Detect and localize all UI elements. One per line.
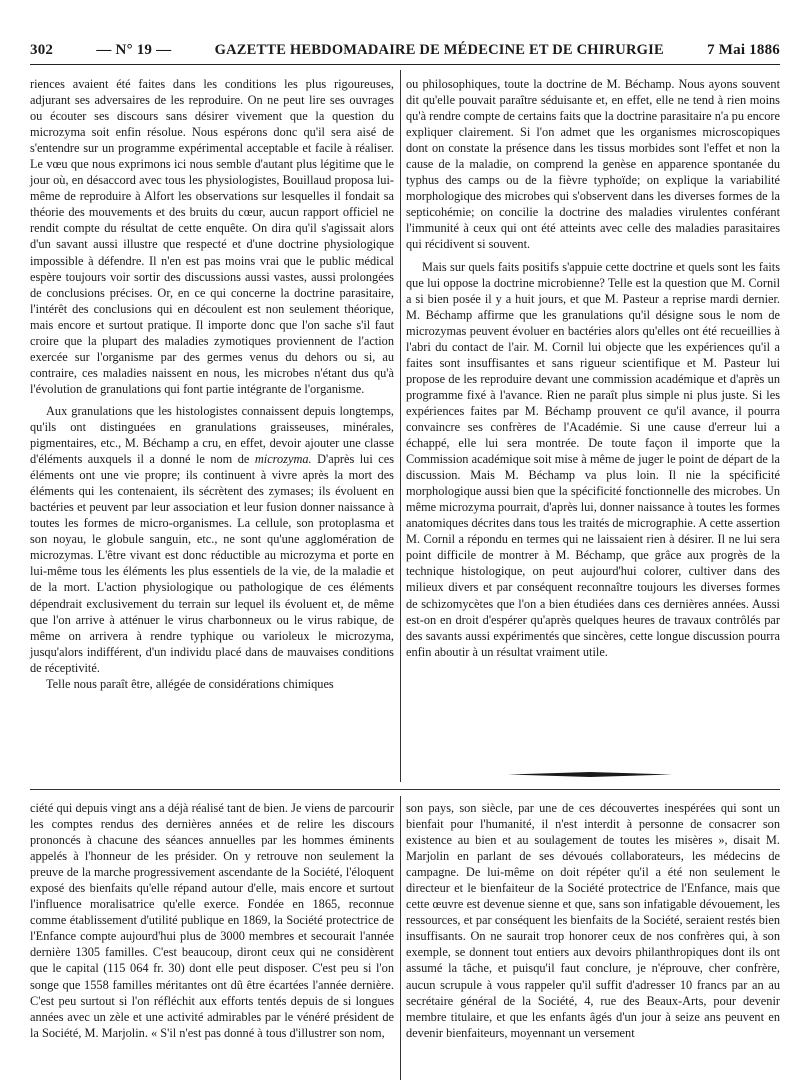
emphasized-term: microzyma. bbox=[254, 452, 312, 467]
header-rule bbox=[30, 64, 780, 65]
paragraph-text: Aux granulations que les histologistes connaissent depuis longtemps, qu'ils ont distinguées en granulations graisseuses, minérales, pigmentaires, etc., M. Béchamp a cru, en effet, devoir ajouter une classe d'éléments auxquels il a donné le nom de bbox=[30, 403, 394, 467]
paragraph: Telle nous paraît être, allégée de considérations chimiques bbox=[46, 676, 334, 691]
article-column-upper-left bbox=[30, 76, 394, 692]
paragraph-text: D'après lui ces éléments ont une vie propre; ils continuent à vivre après la mort des éléments qui les contenaient, ils sécrètent des zymases; ils évoluent en bactéries et peuvent par leur association et leur fusion donner naissance à toutes les formes de micro-organismes. La cellule, son protoplasma et son noyau, le globule sanguin, etc., ne sont qu'une agglomération de microzymas. L'être vivant est donc réductible au microzyma et porte en lui-même tous les éléments les plus essentiels de la vie, de la maladie et de la mort. L'action physiologique ou pathologique de ces éléments dépendrait exclusivement du terrain sur lequel ils évoluent et, de même que l'on arrive à atténuer le virus charbonneux ou le virus rabique, de même on arrivera à rendre typhique ou varioleux le microzyma, jusqu'alors indifférent, d'un individu placé dans de mauvaises conditions de réceptivité. bbox=[30, 452, 394, 675]
issue-number: — N° 19 — bbox=[96, 42, 172, 58]
running-header bbox=[30, 42, 780, 64]
section-separator-rule bbox=[30, 789, 780, 790]
journal-title: GAZETTE HEBDOMADAIRE DE MÉDECINE ET DE CHIRURGIE bbox=[214, 42, 664, 58]
paragraph bbox=[30, 403, 394, 676]
column-divider-bottom bbox=[400, 796, 401, 1080]
paragraph: son pays, son siècle, par une de ces découvertes inespérées qui sont un bienfait pour l'humanité, il n'est interdit à personne de consacrer son existence au bien et au soulagement de toutes les misères », disait M. Marjolin en parlant de ses dévoués collaborateurs, les médecins de campagne. De lui-même on doit répéter qu'il a été non seulement le directeur et le bienfaiteur de la Société protectrice de l'Enfance, mais que cette œuvre est devenue sienne et que, sans son infatigable dévouement, les ressources, et par conséquent les bienfaits de la Société, seraient restés bien insuffisants. On ne saurait trop honorer ceux de nos confrères qui, à son exemple, se donnent tout entiers aux devoirs philanthropiques dont ils ont assumé la tâche, et puisqu'il faut conclure, je n'éprouve, cher confrère, aucun scrupule à vous rappeler qu'il suffit d'adresser 10 francs par an au secrétaire général de la Société, 4, rue des Beaux-Arts, pour devenir membre titulaire, et que les enfants âgés d'un jour à seize ans peuvent en devenir bienfaiteurs, moyennant un versement bbox=[406, 801, 780, 1040]
article-column-lower-right bbox=[406, 800, 780, 1041]
paragraph: ou philosophiques, toute la doctrine de M. Béchamp. Nous ayons souvent dit qu'elle pouvait paraître séduisante et, en effet, elle ne tend à rien moins qu'à rendre compte de certains faits que la doctrine parasitaire n'a pu encore expliquer clairement. Si l'on admet que les organismes microscopiques dont on constate la présence dans les tissus morbides sont l'effet et non la cause de la maladie, on comprend la genèse en apparence spontanée du typhus des camps ou de la fièvre typhoïde; on explique la variabilité morphologique des microbes qui s'observent dans les diverses formes de la septicohémie; on concilie la doctrine des maladies virulentes conférant l'immunité à ceux qui ont été atteints avec celle des maladies parasitaires qui récidivent si souvent. bbox=[406, 77, 780, 252]
paragraph: Mais sur quels faits positifs s'appuie cette doctrine et quels sont les faits que lui oppose la doctrine microbienne? Telle est la question que M. Cornil a si bien posée il y a huit jours, et que M. Pasteur a reprise mardi dernier. M. Béchamp affirme que les granulations qu'il désigne sous le nom de microzymas peuvent évoluer en bactéries alors qu'elles ont été recueillies à l'abri du contact de l'air. M. Cornil lui objecte que les expériences qu'il a faites sont insuffisantes et sans rigueur scientifique et M. Pasteur lui propose de les reproduire devant une commission académique et d'après un programme fixé à l'avance. Rien ne paraît plus simple ni plus juste. Si les expériences faites par M. Béchamp prouvent ce qu'il avance, il pourra convaincre ses confrères de l'Académie. Si une cause d'erreur lui a échappé, elle lui sera montrée. De toute façon il importe que la Commission académique soit mise à même de juger le point de départ de la discussion. Mais M. Béchamp va plus loin. Il nie la spécificité morphologique aussi bien que la spécificité fonctionnelle des microbes. Un même microzyma pourrait, d'après lui, donner naissance à toutes les formes anatomiques décrites dans tous les traités de micrographie. A cette assertion M. Cornil a répondu en termes qui ne laissaient rien à désirer. Il ne lui sera point difficile de montrer à M. Béchamp, que grâce aux progrès de la technique histologique, on peut aujourd'hui colorer, cultiver dans des milieux divers et par conséquent reconnaître toujours les diverses formes de schizomycètes que l'on a bien étudiées dans ces dernières années. Aussi est-on en droit d'espérer qu'après quelques heures de travaux contrôlés par des savants aussi expérimentés que sincères, cette longue discussion pourra enfin aboutir à un résultat vraiment utile. bbox=[406, 259, 780, 659]
section-end-ornament bbox=[508, 771, 672, 778]
article-column-lower-left bbox=[30, 800, 394, 1041]
issue-date: 7 Mai 1886 bbox=[707, 42, 780, 58]
paragraph: ciété qui depuis vingt ans a déjà réalisé tant de bien. Je viens de parcourir les comptes rendus des dernières années et de relire les discours prononcés à chacune des séances annuelles par les hommes éminents appelés à l'honneur de les présider. On y retrouve non seulement la preuve de la marche progressivement ascendante de la Société, l'éloquent exposé des bienfaits qu'elle répand autour d'elle, mais encore et surtout l'influence moralisatrice qu'elle exerce. Fondée en 1865, reconnue comme établissement d'utilité publique en 1869, la Société protectrice de l'Enfance compte aujourd'hui plus de 3000 membres et secourait l'année dernière 1305 familles. C'est beaucoup, diront ceux qui ne considèrent que le capital (115 064 fr. 30) dont elle peut disposer. C'est peu si l'on songe que 1558 familles méritantes ont dû être écartées l'année dernière. C'est peu surtout si l'on réfléchit aux efforts tentés depuis de si longues années avec un zèle et une activité admirables par le vénéré président de la Société, M. Marjolin. « S'il n'est pas donné à tous d'illustrer son nom, bbox=[30, 801, 394, 1040]
column-divider-top bbox=[400, 70, 401, 782]
article-column-upper-right bbox=[406, 76, 780, 660]
paragraph: riences avaient été faites dans les conditions les plus rigoureuses, adjurant ses adversaires de les reproduire. On ne peut lire ses ouvrages ou écouter ses discours sans désirer vivement que la question du microzyma soit enfin résolue. Nous espérons donc qu'il sera aisé de s'entendre sur un programme expérimental acceptable et facile à réaliser. Le vœu que nous exprimons ici nous semble d'autant plus légitime que le jour où, en désaccord avec tous les physiologistes, Bouillaud proposa lui-même de reproduire à Alfort les observations sur lesquelles il fondait sa théorie des mouvements et des bruits du cœur, aucun rapport officiel ne rendit compte du résultat de cette enquête. On dira qu'il s'agissait alors d'un savant aussi illustre que respecté et d'une doctrine physiologique impossible à défendre. Il n'en est pas moins vrai que le public médical espère toujours voir sortir des discussions aussi vastes, aussi prolongées de conclusions précises. Or, en ce qui concerne la doctrine parasitaire, l'intérêt des conclusions qui en découlent est non seulement théorique, mais encore et surtout pratique. Il importe donc que l'on sache s'il faut croire que la plupart des maladies zymotiques proviennent de l'action exercée sur l'organisme par des germes venus du dehors ou si, au contraire, ces maladies naissent en nous, les microbes n'étant dus qu'à l'évolution de granulations qui font partie intégrante de l'organisme. bbox=[30, 77, 394, 396]
page-number: 302 bbox=[30, 42, 54, 58]
